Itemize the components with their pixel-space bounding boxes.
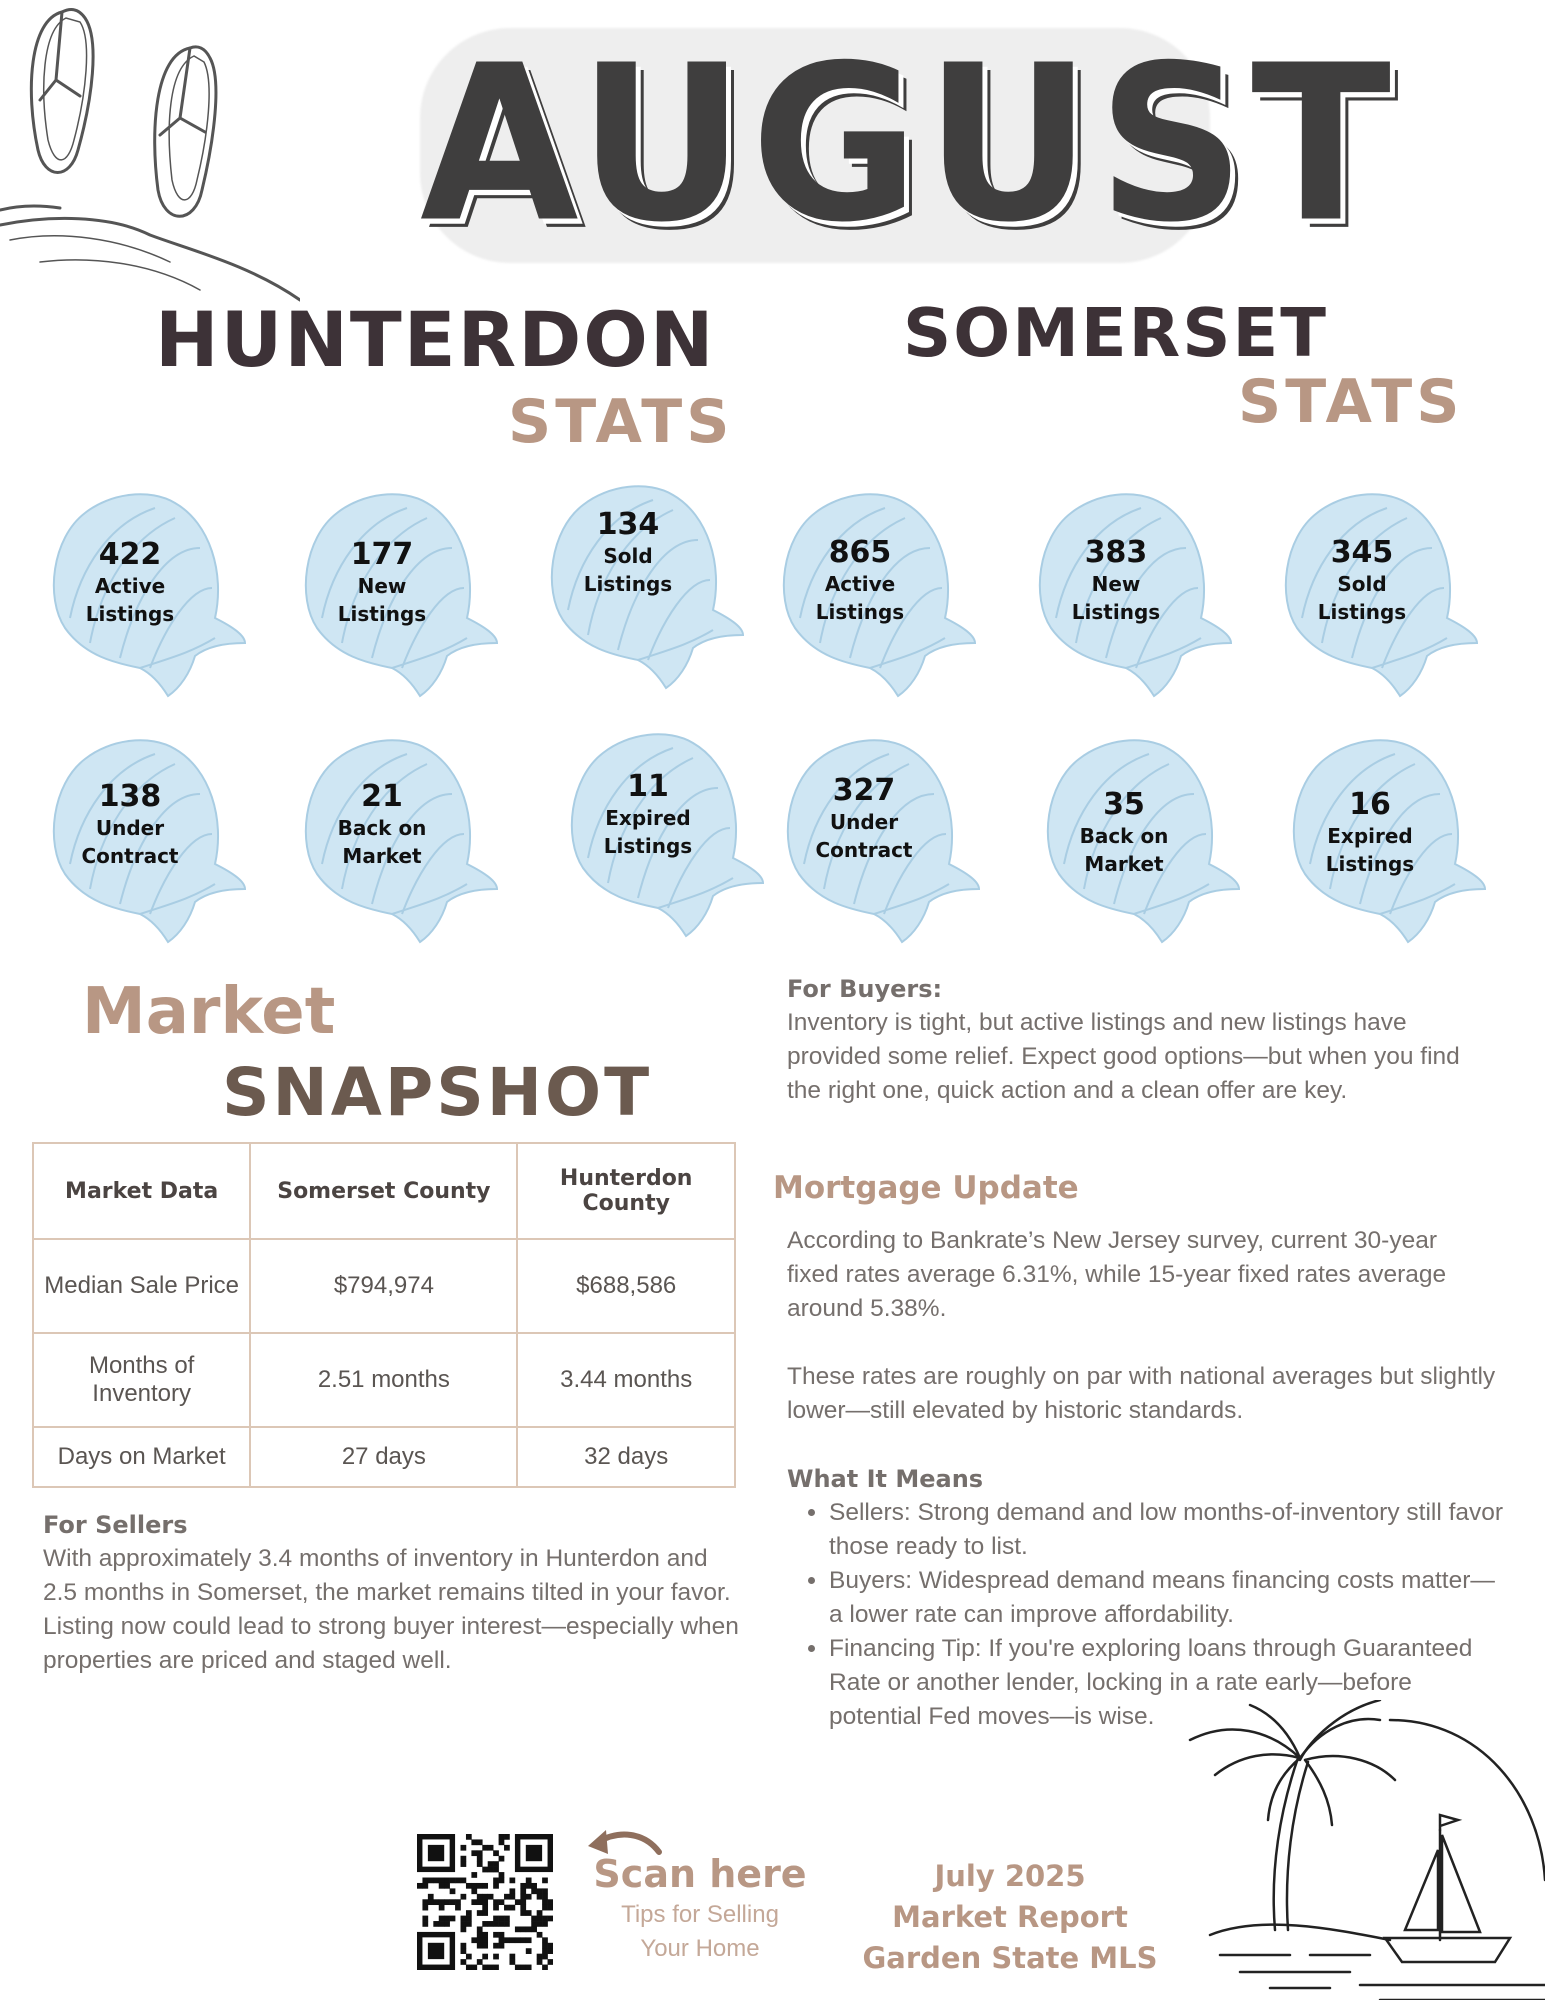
scan-subtitle-line1: Tips for Selling xyxy=(621,1901,779,1928)
sellers-section xyxy=(43,1508,743,1678)
stat-label: New xyxy=(357,574,407,598)
stat-label: Contract xyxy=(81,844,179,868)
stat-shell xyxy=(292,478,502,688)
stat-value: 865 xyxy=(828,535,892,570)
stat-label: Sold xyxy=(1337,572,1387,596)
scan-subtitle-line2: Your Home xyxy=(640,1935,760,1962)
table-cell: $794,974 xyxy=(250,1239,517,1333)
buyers-text: Inventory is tight, but active listings and new listings have provided some relief. Expect good options—but when you find the right one, quick action and a clean offer are key. xyxy=(787,1009,1460,1104)
shell-text xyxy=(40,538,220,628)
stat-label: Market xyxy=(1084,852,1164,876)
scan-subtitle xyxy=(590,1898,810,1966)
stat-label: Listings xyxy=(337,602,427,626)
somerset-heading: SOMERSET xyxy=(903,294,1328,372)
page-title: AUGUST xyxy=(420,20,1398,270)
table-cell: Days on Market xyxy=(33,1427,250,1487)
stat-label: Listings xyxy=(1317,600,1407,624)
shell-text xyxy=(1280,788,1460,878)
stat-label: Under xyxy=(829,810,899,834)
stat-value: 11 xyxy=(627,769,669,804)
stat-label: Market xyxy=(342,844,422,868)
report-date: July 2025 xyxy=(934,1859,1086,1893)
table-cell: 27 days xyxy=(250,1427,517,1487)
table-cell: 32 days xyxy=(517,1427,735,1487)
stat-value: 177 xyxy=(350,537,414,572)
table-row xyxy=(33,1427,735,1487)
list-item: • Sellers: Strong demand and low months-of-inventory still favor those ready to list. xyxy=(829,1496,1507,1564)
what-it-means-heading: What It Means xyxy=(787,1465,984,1493)
shell-text xyxy=(1272,536,1452,626)
stat-shell xyxy=(558,718,768,928)
stat-label: Listings xyxy=(85,602,175,626)
report-info xyxy=(840,1856,1180,1979)
mortgage-paragraph-2: These rates are roughly on par with national averages but slightly lower—still elevated by historic standards. xyxy=(787,1363,1496,1424)
flip-flops-icon xyxy=(0,0,300,310)
shell-text xyxy=(538,508,718,598)
stat-label: Expired xyxy=(605,806,691,830)
shell-text xyxy=(1034,788,1214,878)
stat-value: 35 xyxy=(1103,787,1145,822)
sellers-text: With approximately 3.4 months of inventory in Hunterdon and 2.5 months in Somerset, the market remains tilted in your favor. Listing now could lead to strong buyer interest—especially when properties are priced and staged well. xyxy=(43,1545,739,1674)
title-banner xyxy=(420,20,1398,270)
stat-label: Active xyxy=(824,572,896,596)
stat-label: Contract xyxy=(815,838,913,862)
palm-boat-icon xyxy=(1180,1700,1545,2000)
table-header: Market Data xyxy=(33,1143,250,1239)
table-header: Somerset County xyxy=(250,1143,517,1239)
table-cell: 3.44 months xyxy=(517,1333,735,1427)
table-row xyxy=(33,1333,735,1427)
table-cell: $688,586 xyxy=(517,1239,735,1333)
qr-code[interactable] xyxy=(417,1834,553,1970)
stat-shell xyxy=(538,470,748,680)
stat-label: Under xyxy=(95,816,165,840)
stat-value: 345 xyxy=(1330,535,1394,570)
stat-value: 16 xyxy=(1349,787,1391,822)
buyers-section xyxy=(787,972,1497,1108)
stat-label: Listings xyxy=(815,600,905,624)
stat-label: Listings xyxy=(1325,852,1415,876)
stat-value: 134 xyxy=(596,507,660,542)
report-name: Market Report xyxy=(892,1900,1128,1934)
stat-label: Back on xyxy=(337,816,427,840)
table-cell: Median Sale Price xyxy=(33,1239,250,1333)
stat-label: Listings xyxy=(603,834,693,858)
table-cell: 2.51 months xyxy=(250,1333,517,1427)
stat-label: Listings xyxy=(583,572,673,596)
hunterdon-stats-heading: STATS xyxy=(508,387,734,457)
stat-value: 21 xyxy=(361,779,403,814)
shell-text xyxy=(558,770,738,860)
stat-shell xyxy=(40,724,250,934)
stat-shell xyxy=(774,724,984,934)
stat-value: 422 xyxy=(98,537,162,572)
sellers-heading: For Sellers xyxy=(43,1511,188,1539)
shell-text xyxy=(770,536,950,626)
stat-label: Sold xyxy=(603,544,653,568)
what-it-means-list xyxy=(787,1496,1507,1734)
stat-shell xyxy=(1026,478,1236,688)
shell-text xyxy=(1026,536,1206,626)
snapshot-title-market: Market xyxy=(82,975,336,1049)
list-item: • Buyers: Widespread demand means financing costs matter—a lower rate can improve affordability. xyxy=(829,1564,1507,1632)
stat-label: Back on xyxy=(1079,824,1169,848)
hunterdon-heading: HUNTERDON xyxy=(155,295,716,384)
shell-text xyxy=(774,774,954,864)
table-cell: Months of Inventory xyxy=(33,1333,250,1427)
table-row xyxy=(33,1239,735,1333)
stat-shell xyxy=(1280,724,1490,934)
stat-value: 327 xyxy=(832,773,896,808)
stat-shell xyxy=(1034,724,1244,934)
table-header: Hunterdon County xyxy=(517,1143,735,1239)
shell-text xyxy=(292,538,472,628)
market-data-table xyxy=(32,1142,736,1488)
stat-shell xyxy=(770,478,980,688)
stat-shell xyxy=(292,724,502,934)
stat-label: Listings xyxy=(1071,600,1161,624)
report-source: Garden State MLS xyxy=(862,1941,1158,1975)
stat-value: 383 xyxy=(1084,535,1148,570)
stat-label: Expired xyxy=(1327,824,1413,848)
buyers-heading: For Buyers: xyxy=(787,975,943,1003)
list-item: • Financing Tip: If you're exploring loans through Guaranteed Rate or another lender, locking in a rate early—before potential Fed moves—is wise. xyxy=(829,1632,1507,1734)
mortgage-heading: Mortgage Update xyxy=(773,1170,1079,1206)
stat-shell xyxy=(40,478,250,688)
shell-text xyxy=(40,780,220,870)
what-it-means-section xyxy=(787,1462,1507,1734)
shell-text xyxy=(292,780,472,870)
stat-label: Active xyxy=(94,574,166,598)
table-header-row xyxy=(33,1143,735,1239)
stat-shell xyxy=(1272,478,1482,688)
snapshot-title-snapshot: SNAPSHOT xyxy=(222,1054,653,1131)
scan-here-label: Scan here xyxy=(593,1852,807,1896)
somerset-stats-heading: STATS xyxy=(1238,367,1464,437)
mortgage-paragraph-1: According to Bankrate’s New Jersey survey, current 30-year fixed rates average 6.31%, while 15-year fixed rates average around 5.38%. xyxy=(787,1227,1447,1322)
stat-label: New xyxy=(1091,572,1141,596)
stat-value: 138 xyxy=(98,779,162,814)
